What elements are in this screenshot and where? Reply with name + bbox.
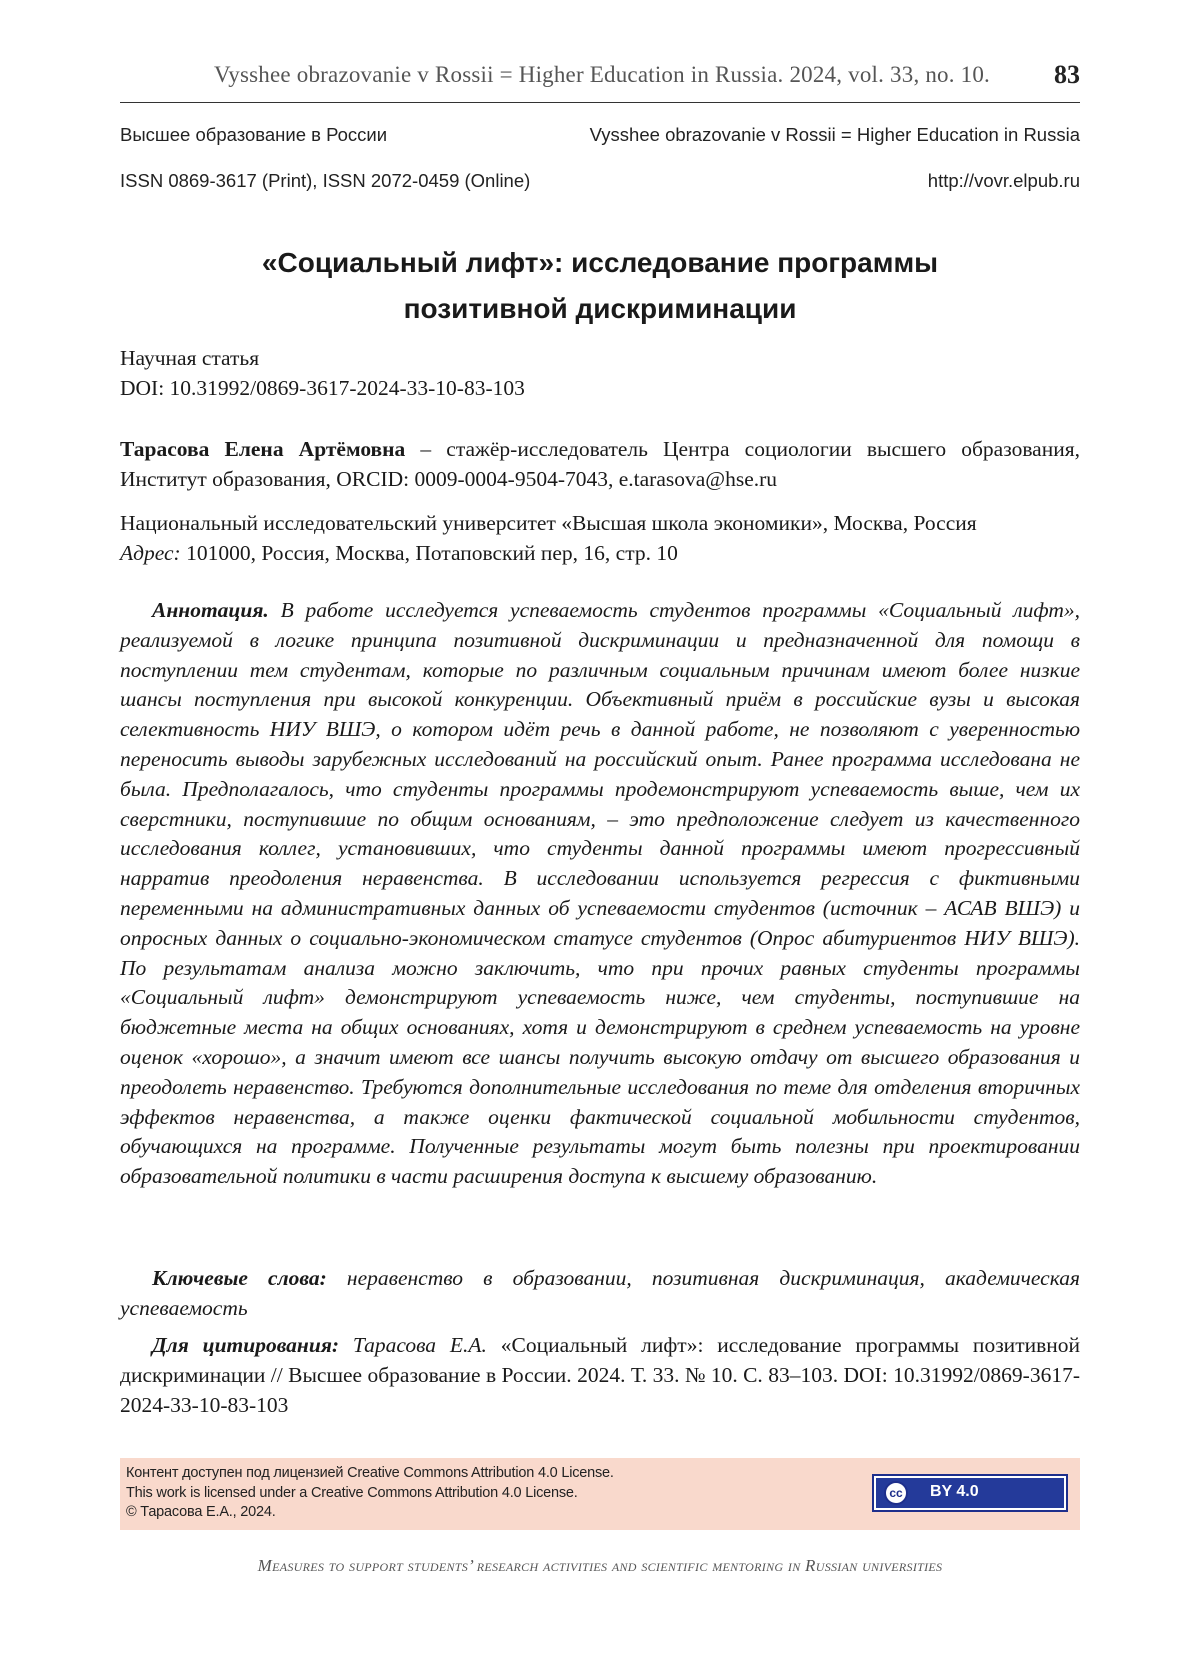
abstract (120, 596, 1080, 1192)
author-name: Тарасова Елена Артёмовна (120, 437, 406, 461)
affiliation-block (120, 508, 1080, 568)
address-value: 101000, Россия, Москва, Потаповский пер, 16, стр. 10 (180, 541, 678, 565)
running-head (120, 62, 1080, 103)
title-line-2: позитивной дискриминации (403, 293, 797, 324)
license-line-ru: Контент доступен под лицензией Creative Commons Attribution 4.0 License. (126, 1465, 614, 1481)
journal-url[interactable]: http://vovr.elpub.ru (927, 170, 1080, 191)
citation (120, 1330, 1080, 1420)
section-footer: Measures to support students’ research activities and scientific mentoring in Russian universities (257, 1556, 943, 1575)
citation-label: Для цитирования: (152, 1333, 340, 1357)
article-type: Научная статья (120, 346, 260, 370)
article-title (120, 240, 1080, 332)
citation-text: «Социальный лифт»: исследование программы позитивной дискриминации // Высшее образование в России. 2024. Т. 33. № 10. С. 83–103. DOI: 10.31992/0869-3617-2024-33-10-83-103 (120, 1333, 1081, 1417)
keywords-text: неравенство в образовании, позитивная дискриминация, академическая успеваемость (120, 1266, 1080, 1320)
keywords-label: Ключевые слова: (152, 1266, 327, 1290)
title-line-1: «Социальный лифт»: исследование программы (261, 247, 939, 278)
address-label: Адрес: (120, 541, 181, 565)
author-details: – стажёр-исследователь Центра социологии высшего образования, Институт образования, ORCID: 0009-0004-9504-7043, e.tarasova@hse.ru (120, 437, 1081, 491)
cc-license-badge[interactable] (872, 1474, 1068, 1512)
affiliation-address (120, 538, 1080, 568)
keywords (120, 1263, 1080, 1323)
citation-author: Тарасова Е.А. (339, 1333, 487, 1357)
article-doi: DOI: 10.31992/0869-3617-2024-33-10-83-103 (120, 376, 525, 400)
author-block (120, 434, 1080, 494)
journal-name-ru: Высшее образование в России (120, 124, 388, 145)
license-line-en: This work is licensed under a Creative Commons Attribution 4.0 License. (126, 1484, 578, 1501)
abstract-text: В работе исследуется успеваемость студентов программы «Социальный лифт», реализуемой в логике принципа позитивной дискриминации и предназначенной для помощи в поступлении тем студентам, которые по различным социальным причинам имеют более низкие шансы поступления при высокой конкуренции. Объективный приём в российские вузы и высокая селективность НИУ ВШЭ, о котором идёт речь в данной работе, не позволяют с уверенностью переносить выводы зарубежных исследований на российский опыт. Ранее программа исследована не была. Предполагалось, что студенты программы продемонстрируют успеваемость выше, чем их сверстники, поступившие по общим основаниям, – это предположение следует из качественного исследования коллег, установивших, что студенты данной программы имеют прогрессивный нарратив преодоления неравенства. В исследовании используется регрессия с фиктивными переменными на административных данных об успеваемости студентов (источник – АСАВ ВШЭ) и опросных данных о социально-экономическом статусе студентов (Опрос абитуриентов НИУ ВШЭ). По результатам анализа можно заключить, что при прочих равных студенты программы «Социальный лифт» демонстрируют успеваемость ниже, чем студенты, поступившие на бюджетные места на общих основаниях, хотя и демонстрируют в среднем успеваемость на уровне оценок «хорошо», а значит имеют все шансы получить высокую отдачу от высшего образования и преодолеть неравенство. Требуются дополнительные исследования по теме для отделения вторичных эффектов неравенства, а также оценки фактической социальной мобильности студентов, обучающихся на программе. Полученные результаты могут быть полезны при проектировании образовательной политики в части расширения доступа к высшему образованию. (120, 598, 1080, 1189)
abstract-label: Аннотация. (152, 598, 269, 622)
license-box (120, 1458, 1080, 1530)
page-number: 83 (1054, 60, 1080, 89)
journal-name-en: Vysshee obrazovanie v Rossii = Higher Education in Russia (589, 124, 1080, 145)
copyright-line: © Тарасова Е.А., 2024. (126, 1504, 276, 1520)
issn: ISSN 0869-3617 (Print), ISSN 2072-0459 (Online) (120, 170, 531, 191)
affiliation-org: Национальный исследовательский университет «Высшая школа экономики», Москва, Россия (120, 511, 977, 535)
running-head-journal: Vysshee obrazovanie v Rossii = Higher Education in Russia. 2024, vol. 33, no. 10. (214, 62, 990, 87)
cc-badge-label: BY 4.0 (930, 1483, 979, 1500)
cc-icon: cc (884, 1481, 908, 1505)
